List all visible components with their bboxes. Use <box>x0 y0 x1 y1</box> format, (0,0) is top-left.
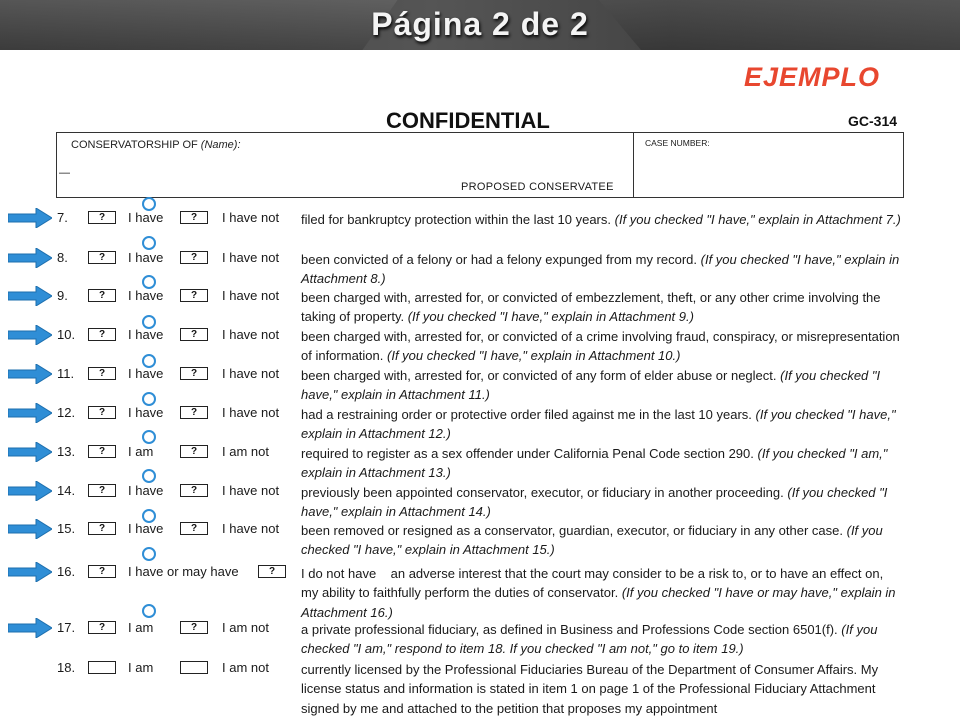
arrow-icon <box>8 618 52 638</box>
slide-banner <box>0 0 960 50</box>
selection-circle <box>142 275 156 289</box>
item-text <box>301 564 901 622</box>
no-label: I have not <box>222 250 280 265</box>
yes-checkbox[interactable] <box>88 661 116 674</box>
item-text-body: currently licensed by the Professional Fiduciaries Bureau of the Department of Consumer Affairs. My license status and information is stated in item 1 on page 1 of the Professional Fiduciary Attachment signed by me and attached to the petition that proposes my appointment <box>301 662 879 716</box>
arrow-icon <box>8 286 52 306</box>
item-number: 17. <box>57 620 76 635</box>
form-number: GC-314 <box>848 113 898 129</box>
item-note: (If you checked "I have," explain in Attachment 9.) <box>407 309 694 325</box>
arrow-icon <box>8 481 52 501</box>
item-text <box>301 521 901 560</box>
no-checkbox[interactable]: ? <box>258 565 286 578</box>
yes-checkbox[interactable]: ? <box>88 445 116 458</box>
item-text-body: previously been appointed conservator, executor, or fiduciary in another proceeding. <box>301 485 784 500</box>
item-note: (If you checked "I have," explain in Attachment 7.) <box>614 212 901 227</box>
no-label: I have not <box>222 327 280 342</box>
item-number: 18. <box>57 660 76 675</box>
item-number: 7. <box>57 210 68 225</box>
arrow-icon <box>8 325 52 345</box>
yes-checkbox[interactable]: ? <box>88 522 116 535</box>
proposed-conservatee-label: PROPOSED CONSERVATEE <box>461 181 614 193</box>
no-checkbox[interactable]: ? <box>180 289 208 302</box>
yes-label: I am <box>128 444 154 459</box>
conservatorship-label <box>71 139 241 151</box>
no-label: I have not <box>222 521 280 536</box>
yes-checkbox[interactable]: ? <box>88 621 116 634</box>
selection-circle <box>142 604 156 618</box>
item-number: 13. <box>57 444 76 459</box>
item-text-body: required to register as a sex offender under California Penal Code section 290. <box>301 446 754 461</box>
yes-label: I am <box>128 620 154 635</box>
item-text-body: been charged with, arrested for, or convicted of embezzlement, theft, or any other crime involving the taking of property. <box>301 290 881 325</box>
item-number: 14. <box>57 483 76 498</box>
item-number: 8. <box>57 250 68 265</box>
item-text-body: been convicted of a felony or had a felony expunged from my record. <box>301 252 698 267</box>
form-header-box <box>56 132 904 198</box>
item-text <box>301 444 901 483</box>
yes-label: I have <box>128 366 164 381</box>
yes-checkbox[interactable]: ? <box>88 328 116 341</box>
no-label: I have not <box>222 483 280 498</box>
yes-checkbox[interactable]: ? <box>88 367 116 380</box>
yes-checkbox[interactable]: ? <box>88 211 116 224</box>
no-label: I do not have <box>301 566 377 581</box>
arrow-icon <box>8 208 52 228</box>
no-label: I have not <box>222 288 280 303</box>
yes-label: I have or may have <box>128 564 239 579</box>
item-note: (If you checked "I have," explain in Attachment 15.) <box>301 523 883 558</box>
yes-label: I have <box>128 250 164 265</box>
item-number: 11. <box>57 366 75 381</box>
item-text <box>301 210 901 229</box>
ejemplo-stamp: EJEMPLO <box>744 62 881 92</box>
yes-checkbox[interactable]: ? <box>88 565 116 578</box>
item-note: (If you checked "I am," respond to item 18. If you checked "I am not," go to item 19.) <box>301 622 878 657</box>
conservatorship-text: CONSERVATORSHIP OF <box>71 139 198 151</box>
item-text-body: an adverse interest that the court may consider to be a risk to, or to have an effect on, my ability to faithfully perform the duties of conservator. <box>301 566 884 601</box>
selection-circle <box>142 315 156 329</box>
no-checkbox[interactable]: ? <box>180 328 208 341</box>
no-label: I am not <box>222 620 269 635</box>
yes-label: I have <box>128 521 164 536</box>
item-text <box>301 620 901 659</box>
item-text-body: been charged with, arrested for, or convicted of a crime involving fraud, conspiracy, or misrepresentation of information. <box>301 329 900 364</box>
selection-circle <box>142 509 156 523</box>
item-number: 9. <box>57 288 68 303</box>
no-checkbox[interactable]: ? <box>180 445 208 458</box>
no-checkbox[interactable]: ? <box>180 251 208 264</box>
selection-circle <box>142 197 156 211</box>
yes-label: I have <box>128 210 164 225</box>
yes-checkbox[interactable]: ? <box>88 289 116 302</box>
no-label: I am not <box>222 444 269 459</box>
item-text-body: filed for bankruptcy protection within the last 10 years. <box>301 212 611 227</box>
selection-circle <box>142 469 156 483</box>
item-text <box>301 250 901 289</box>
yes-checkbox[interactable]: ? <box>88 406 116 419</box>
arrow-icon <box>8 562 52 582</box>
no-label: I am not <box>222 660 269 675</box>
item-note: (If you checked "I have," explain in Attachment 14.) <box>301 485 888 520</box>
arrow-icon <box>8 248 52 268</box>
banner-title: Página 2 de 2 <box>371 6 589 42</box>
item-text-body: had a restraining order or protective order filed against me in the last 10 years. <box>301 407 752 422</box>
no-label: I have not <box>222 210 280 225</box>
name-dash: — <box>59 167 70 179</box>
item-text-body: been charged with, arrested for, or convicted of any form of elder abuse or neglect. <box>301 368 777 383</box>
item-text <box>301 660 901 718</box>
item-note: (If you checked "I have," explain in Attachment 11.) <box>301 368 881 403</box>
yes-label: I have <box>128 288 164 303</box>
yes-label: I am <box>128 660 154 675</box>
no-checkbox[interactable]: ? <box>180 484 208 497</box>
item-note: (If you checked "I have," explain in Attachment 10.) <box>387 348 681 364</box>
item-note: (If you checked "I have," explain in Attachment 8.) <box>301 252 900 287</box>
item-number: 16. <box>57 564 76 579</box>
form-heading: CONFIDENTIAL <box>386 108 550 133</box>
no-checkbox[interactable]: ? <box>180 621 208 634</box>
no-checkbox[interactable] <box>180 661 208 674</box>
selection-circle <box>142 430 156 444</box>
no-checkbox[interactable]: ? <box>180 367 208 380</box>
item-text <box>301 366 901 405</box>
selection-circle <box>142 354 156 368</box>
item-text-body: a private professional fiduciary, as defined in Business and Professions Code section 6501(f). <box>301 622 838 637</box>
yes-checkbox[interactable]: ? <box>88 251 116 264</box>
yes-label: I have <box>128 405 164 420</box>
arrow-icon <box>8 442 52 462</box>
yes-label: I have <box>128 483 164 498</box>
item-text-body: been removed or resigned as a conservator, guardian, executor, or fiduciary in any other case. <box>301 523 843 538</box>
no-checkbox[interactable]: ? <box>180 522 208 535</box>
selection-circle <box>142 547 156 561</box>
item-note: (If you checked "I have or may have," explain in Attachment 16.) <box>301 585 896 620</box>
item-text <box>301 483 901 522</box>
item-text <box>301 327 901 366</box>
yes-checkbox[interactable]: ? <box>88 484 116 497</box>
item-note: (If you checked "I have," explain in Attachment 12.) <box>301 407 896 442</box>
yes-label: I have <box>128 327 164 342</box>
header-divider <box>633 133 634 197</box>
no-checkbox[interactable]: ? <box>180 406 208 419</box>
selection-circle <box>142 236 156 250</box>
item-number: 12. <box>57 405 76 420</box>
item-text <box>301 288 901 327</box>
arrow-icon <box>8 519 52 539</box>
item-note: (If you checked "I am," explain in Attachment 13.) <box>301 446 888 481</box>
item-number: 15. <box>57 521 76 536</box>
arrow-icon <box>8 364 52 384</box>
no-label: I have not <box>222 366 280 381</box>
name-hint: (Name): <box>200 139 241 151</box>
item-text <box>301 405 901 444</box>
case-number-label: CASE NUMBER: <box>645 138 710 148</box>
no-checkbox[interactable]: ? <box>180 211 208 224</box>
item-number: 10. <box>57 327 76 342</box>
no-label: I have not <box>222 405 280 420</box>
arrow-icon <box>8 403 52 423</box>
selection-circle <box>142 392 156 406</box>
